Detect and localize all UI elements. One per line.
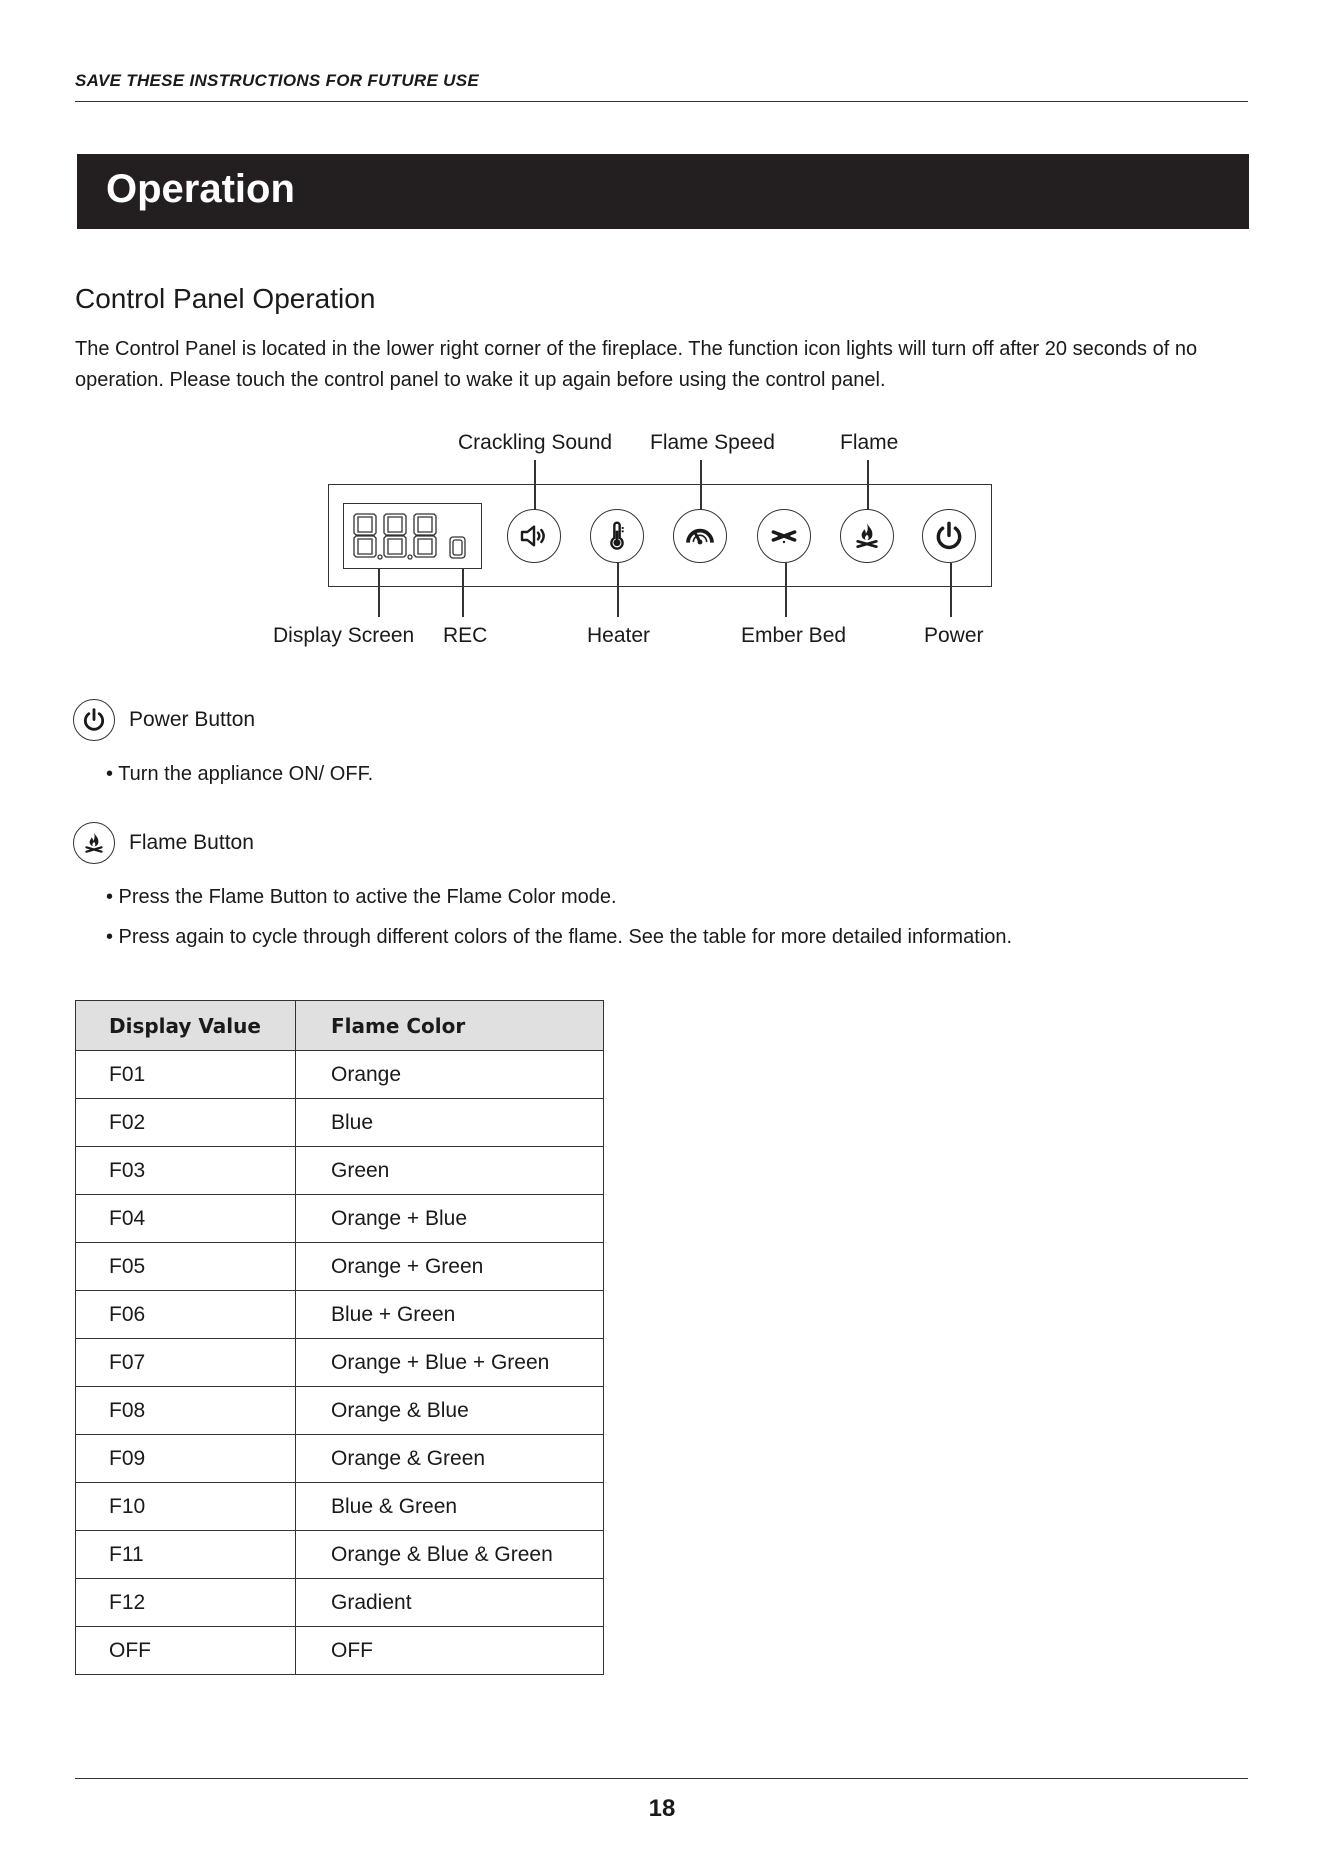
flame-speed-button[interactable] [673,509,727,563]
power-bullet: • Turn the appliance ON/ OFF. [106,763,374,785]
table-row [76,1435,604,1483]
flame-color-cell: Blue + Green [296,1291,604,1339]
table-row [76,1147,604,1195]
table-row [76,1195,604,1243]
table-row [76,1099,604,1147]
label-power: Power [924,624,984,647]
display-value-cell: F09 [76,1435,296,1483]
table-row [76,1387,604,1435]
table-row [76,1627,604,1675]
leader-line [462,569,464,617]
page-title: Operation [106,167,295,211]
header-note: SAVE THESE INSTRUCTIONS FOR FUTURE USE [75,71,480,90]
display-digits [344,504,480,567]
power-icon [81,707,107,733]
heater-button[interactable] [590,509,644,563]
logs-icon [768,520,800,552]
leader-line [867,460,869,511]
leader-line [700,460,702,511]
flame-color-cell: Orange + Blue [296,1195,604,1243]
table-row [76,1291,604,1339]
display-value-cell: F05 [76,1243,296,1291]
column-header-flame-color: Flame Color [296,1001,604,1051]
table-row [76,1243,604,1291]
table-row [76,1483,604,1531]
table-row [76,1339,604,1387]
label-rec: REC [443,624,488,647]
label-ember-bed: Ember Bed [741,624,847,647]
label-display-screen: Display Screen [273,624,415,647]
speaker-icon [518,520,550,552]
display-value-cell: F08 [76,1387,296,1435]
flame-icon [81,830,107,856]
power-icon [933,520,965,552]
flame-color-cell: Orange + Green [296,1243,604,1291]
flame-color-table [75,1000,604,1675]
label-flame: Flame [840,431,899,454]
leader-line [950,563,952,617]
label-flame-speed: Flame Speed [650,431,775,454]
flame-color-cell: Orange [296,1051,604,1099]
display-screen [343,503,482,569]
power-icon-badge [73,699,115,741]
flame-button[interactable] [840,509,894,563]
flame-color-cell: Orange & Green [296,1435,604,1483]
leader-line [785,563,787,617]
control-panel-outline [328,484,992,587]
display-value-cell: F04 [76,1195,296,1243]
flame-button-heading [73,822,254,864]
power-button-heading [73,699,255,741]
flame-color-cell: Orange & Blue & Green [296,1531,604,1579]
table-header-row [76,1001,604,1051]
flame-color-cell: Orange & Blue [296,1387,604,1435]
display-value-cell: OFF [76,1627,296,1675]
page-number: 18 [648,1795,676,1822]
table-row [76,1051,604,1099]
table-row [76,1531,604,1579]
table-row [76,1579,604,1627]
flame-color-cell: Gradient [296,1579,604,1627]
section-banner [77,154,1249,229]
display-value-cell: F06 [76,1291,296,1339]
flame-bullet: • Press again to cycle through different colors of the flame. See the table for more detailed information. [106,926,1013,948]
label-crackling-sound: Crackling Sound [458,431,613,454]
leader-line [617,563,619,617]
flame-color-cell: Blue & Green [296,1483,604,1531]
display-value-cell: F11 [76,1531,296,1579]
ember-bed-button[interactable] [757,509,811,563]
flame-icon-badge [73,822,115,864]
display-value-cell: F01 [76,1051,296,1099]
column-header-display-value: Display Value [76,1001,296,1051]
flame-color-cell: OFF [296,1627,604,1675]
label-heater: Heater [587,624,651,647]
crackling-sound-button[interactable] [507,509,561,563]
section-heading: Control Panel Operation [75,283,376,314]
flame-icon [851,520,883,552]
display-value-cell: F12 [76,1579,296,1627]
flame-bullet: • Press the Flame Button to active the Flame Color mode. [106,886,617,908]
power-button[interactable] [922,509,976,563]
header-rule [75,101,1248,102]
leader-line [534,460,536,511]
flame-button-label: Flame Button [129,831,254,854]
footer-rule [75,1778,1248,1779]
display-value-cell: F02 [76,1099,296,1147]
display-value-cell: F03 [76,1147,296,1195]
control-panel-diagram [0,0,1324,660]
display-value-cell: F10 [76,1483,296,1531]
display-value-cell: F07 [76,1339,296,1387]
flame-color-cell: Blue [296,1099,604,1147]
intro-paragraph: The Control Panel is located in the lower right corner of the fireplace. The function icon lights will turn off after 20 seconds of no operation. Please touch the control panel to wake it up again before using the control panel. [75,338,1198,391]
speedometer-icon [684,520,716,552]
flame-color-cell: Green [296,1147,604,1195]
power-button-label: Power Button [129,708,256,731]
flame-color-cell: Orange + Blue + Green [296,1339,604,1387]
thermometer-icon [601,520,633,552]
leader-line [378,569,380,617]
